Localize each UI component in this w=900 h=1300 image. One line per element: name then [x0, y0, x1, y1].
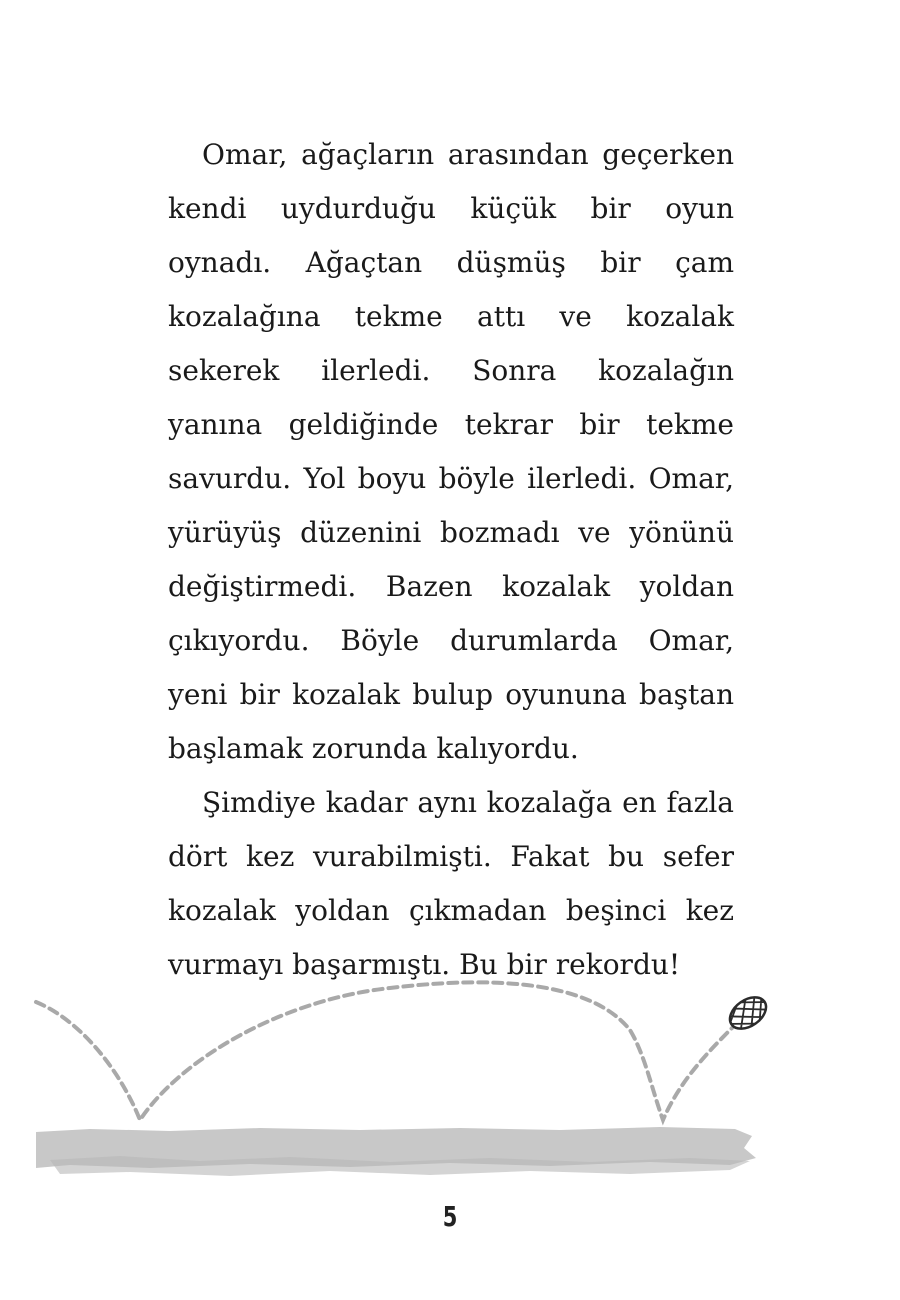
bouncing-pinecone-illustration — [30, 940, 790, 1190]
ground-strip — [36, 1127, 756, 1176]
story-text — [168, 128, 734, 992]
page-number: 5 — [442, 1200, 458, 1233]
paragraph-1: Omar, ağaçların arasından geçerken kendi uydurduğu küçük bir oyun oynadı. Ağaçtan düşmüş bir çam kozalağına tekme attı ve kozalak sekerek ilerledi. Sonra kozalağın yanına geldiğinde tekrar bir tekme savurdu. Yol boyu böyle ilerledi. Omar, yürüyüş düzenini bozmadı ve yönünü değiştirmedi. Bazen kozalak yoldan çıkıyordu. Böyle durumlarda Omar, yeni bir kozalak bulup oyununa baştan başlamak zorunda kalıyordu. — [168, 138, 734, 765]
bounce-trail — [36, 982, 735, 1120]
paragraph-2: Şimdiye kadar aynı kozalağa en fazla dört kez vurabilmişti. Fakat bu sefer kozalak yoldan çıkmadan beşinci kez vurmayı başarmıştı. Bu bir rekordu! — [168, 786, 734, 981]
